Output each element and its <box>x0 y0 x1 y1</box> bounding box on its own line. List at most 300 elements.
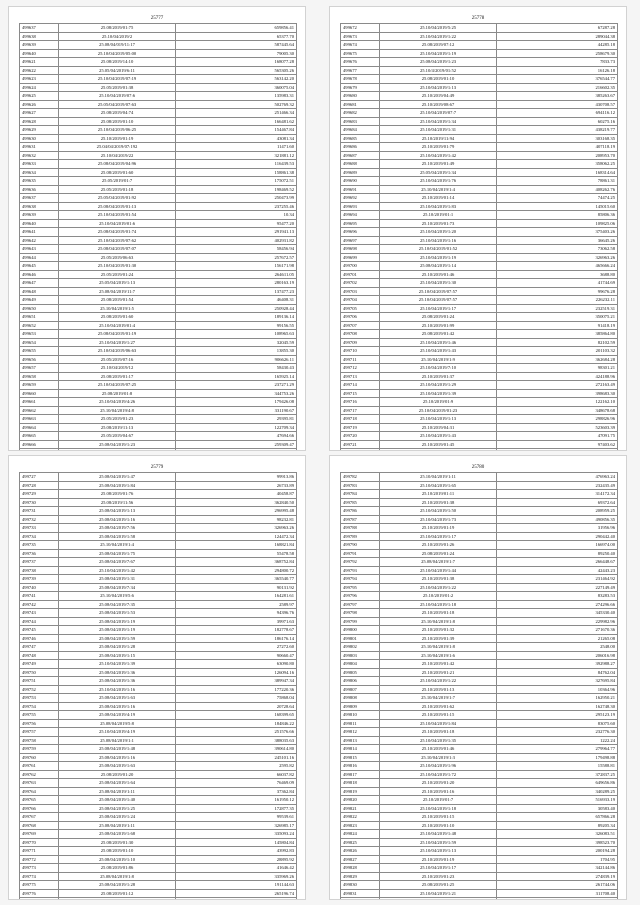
table-row <box>20 253 297 262</box>
record-id-cell: 499691 <box>341 185 380 194</box>
table-row <box>341 660 618 669</box>
amount-cell: 327695.84 <box>497 677 618 686</box>
amount-cell: 79005.30 <box>176 49 297 58</box>
timestamp-cell: 25.08/2019/01:24 <box>380 549 497 558</box>
amount-cell: 476963.24 <box>497 473 618 482</box>
table-row <box>341 626 618 635</box>
amount-cell: 10.34 <box>176 211 297 220</box>
record-id-cell: 499788 <box>341 524 380 533</box>
timestamp-cell: 25.05/2019/04:67 <box>59 432 176 441</box>
timestamp-cell: 25.10/04/2019/5:25 <box>380 24 497 33</box>
amount-cell: 145804.84 <box>176 838 297 847</box>
table-row <box>341 498 618 507</box>
record-id-cell: 499664 <box>20 423 59 432</box>
page-title: 25779 <box>150 465 164 470</box>
timestamp-cell: 25.10/04/2019/1:83 <box>380 202 497 211</box>
table-row <box>341 194 618 203</box>
timestamp-cell: 25.08/04/2019/1:16 <box>59 702 176 711</box>
amount-cell: 166481.62 <box>176 117 297 126</box>
table-row <box>20 566 297 575</box>
record-id-cell: 499823 <box>341 821 380 830</box>
timestamp-cell: 25.10/2019/04:49 <box>380 92 497 101</box>
table-row <box>341 372 618 381</box>
page-title: 25778 <box>471 16 485 21</box>
amount-cell: 1222.24 <box>497 736 618 745</box>
amount-cell: 32045.59 <box>176 338 297 347</box>
table-row <box>20 126 297 135</box>
timestamp-cell: 25.10/2019/01:7 <box>380 796 497 805</box>
timestamp-cell: 25.10/04/2019/01:4 <box>59 321 176 330</box>
amount-cell: 76469.09 <box>176 779 297 788</box>
record-id-cell: 499753 <box>20 694 59 703</box>
amount-cell: 55478.58 <box>176 549 297 558</box>
table-row <box>20 151 297 160</box>
timestamp-cell: 25.10/2019/01:19 <box>380 524 497 533</box>
amount-cell: 251466.34 <box>176 109 297 118</box>
timestamp-cell: 25.10/04/2019/1:4 <box>380 185 497 194</box>
record-id-cell: 499815 <box>341 753 380 762</box>
timestamp-cell: 25.08/04/2019/1:23 <box>59 440 176 449</box>
table-row <box>341 490 618 499</box>
record-id-cell: 499752 <box>20 685 59 694</box>
timestamp-cell: 25.08/04/2019/7:56 <box>59 524 176 533</box>
record-id-cell: 499772 <box>20 855 59 864</box>
timestamp-cell: 25.10/04/2019/01:6 <box>59 219 176 228</box>
record-id-cell: 499651 <box>20 313 59 322</box>
record-id-cell: 499826 <box>341 847 380 856</box>
timestamp-cell: 25.10/04/2019/1:17 <box>380 532 497 541</box>
timestamp-cell: 25.08/2019/11:13 <box>59 423 176 432</box>
amount-cell: 303168.35 <box>497 134 618 143</box>
record-id-cell: 499682 <box>341 109 380 118</box>
timestamp-cell: 25.08/04/2019/1:40 <box>59 796 176 805</box>
table-row <box>20 330 297 339</box>
record-id-cell: 499708 <box>341 330 380 339</box>
record-id-cell: 499638 <box>20 202 59 211</box>
amount-cell: 360075.04 <box>176 83 297 92</box>
record-id-cell: 499763 <box>20 779 59 788</box>
table-row <box>341 219 618 228</box>
amount-cell: 250473.99 <box>176 194 297 203</box>
timestamp-cell: 25.08/04/2019/1:47 <box>59 473 176 482</box>
record-id-cell: 499793 <box>341 566 380 575</box>
table-row <box>341 847 618 856</box>
timestamp-cell: 25.10/04/2019/1:30 <box>380 279 497 288</box>
amount-cell: 161950.12 <box>176 796 297 805</box>
table-row <box>341 389 618 398</box>
timestamp-cell: 25.10/04/2019/1:34 <box>380 117 497 126</box>
timestamp-cell: 25.08/04/2019/4:19 <box>59 711 176 720</box>
timestamp-cell: 25.10/04/2019/1:42 <box>380 151 497 160</box>
amount-cell: 271670.36 <box>497 626 618 635</box>
timestamp-cell <box>59 898 176 901</box>
timestamp-cell: 25.08/04/2019/01:74 <box>59 228 176 237</box>
amount-cell: 563142.20 <box>176 75 297 84</box>
record-id-cell: 499702 <box>341 279 380 288</box>
amount-cell: 430708.57 <box>497 100 618 109</box>
amount-cell: 124472.34 <box>176 532 297 541</box>
timestamp-cell: 25.10/04/2019/1:73 <box>380 515 497 524</box>
timestamp-cell: 25.10/04/2019/1:11 <box>380 473 497 482</box>
table-row <box>20 41 297 50</box>
timestamp-cell: 25.08/04/2019/5:8 <box>59 719 176 728</box>
timestamp-cell: 25.10/04/2019/1:19 <box>380 49 497 58</box>
record-id-cell: 499665 <box>20 432 59 441</box>
table-row <box>341 253 618 262</box>
timestamp-cell: 25.10/2019/01:46 <box>380 270 497 279</box>
document-page-1 <box>8 6 306 451</box>
timestamp-cell: 25.08/2019/01:25 <box>380 881 497 890</box>
record-id-cell: 499755 <box>20 711 59 720</box>
amount-cell: 99913.86 <box>176 473 297 482</box>
timestamp-cell: 25.08/04/2019/1:11 <box>59 821 176 830</box>
table-row <box>20 185 297 194</box>
record-id-cell: 499650 <box>20 304 59 313</box>
record-id-cell: 499687 <box>341 151 380 160</box>
amount-cell: 314172.34 <box>497 490 618 499</box>
record-id-cell: 499710 <box>341 347 380 356</box>
table-row <box>20 855 297 864</box>
amount-cell: 340289.25 <box>497 787 618 796</box>
table-row <box>341 583 618 592</box>
timestamp-cell: 25.08/2019/01:54 <box>59 296 176 305</box>
record-id-cell: 499699 <box>341 253 380 262</box>
amount-cell: 389947.34 <box>176 677 297 686</box>
table-row <box>20 473 297 482</box>
amount-cell: 135983.31 <box>176 92 297 101</box>
table-row <box>20 889 297 898</box>
table-row <box>20 626 297 635</box>
amount-cell: 168399.65 <box>176 711 297 720</box>
timestamp-cell: 25.10/04/2019/4:26 <box>59 398 176 407</box>
timestamp-cell: 25.10/04/2019/4:19 <box>59 728 176 737</box>
timestamp-cell: 25.10/2019/01:49 <box>380 160 497 169</box>
amount-cell: 84762.04 <box>497 668 618 677</box>
amount-cell: 98301.21 <box>497 364 618 373</box>
timestamp-cell: 25.08/04/2019/1:16 <box>59 753 176 762</box>
timestamp-cell: 25.05/04/2019/6:11 <box>59 66 176 75</box>
record-id-cell: 499746 <box>20 634 59 643</box>
document-page-2 <box>329 6 627 451</box>
timestamp-cell: 25.05/2019/06:63 <box>59 253 176 262</box>
amount-cell: 116439.53 <box>176 160 297 169</box>
amount-cell: 368752.84 <box>176 558 297 567</box>
amount-cell: 237255.46 <box>176 202 297 211</box>
timestamp-cell: 25.08/04/2019/1:28 <box>59 643 176 652</box>
timestamp-cell: 25.10/04/2019/1:44 <box>380 566 497 575</box>
table-row <box>341 651 618 660</box>
amount-cell: 311708.40 <box>497 889 618 898</box>
record-id-cell: 499640 <box>20 219 59 228</box>
amount-cell: 11471.60 <box>176 143 297 152</box>
amount-cell: 78861.31 <box>497 177 618 186</box>
timestamp-cell: 25.08/2019/01:10 <box>59 847 176 856</box>
timestamp-cell: 25.10/04/2019/1:29 <box>380 381 497 390</box>
table-row <box>20 498 297 507</box>
record-id-cell: 499728 <box>20 481 59 490</box>
amount-cell: 659856.41 <box>176 24 297 33</box>
timestamp-cell: 25.10/04/2019/07:6 <box>59 92 176 101</box>
amount-cell: 290442.40 <box>497 532 618 541</box>
amount-cell: 408262.76 <box>497 185 618 194</box>
record-id-cell: 499802 <box>341 643 380 652</box>
record-id-cell: 499831 <box>341 889 380 898</box>
amount-cell: 345330.40 <box>497 609 618 618</box>
amount-cell: 206016.98 <box>497 651 618 660</box>
record-id-cell: 499819 <box>341 787 380 796</box>
record-id-cell: 499757 <box>20 728 59 737</box>
amount-cell: 168077.28 <box>176 58 297 67</box>
table-row <box>20 75 297 84</box>
amount-cell: 20728.64 <box>176 702 297 711</box>
timestamp-cell: 25.10/2019/01:10 <box>380 821 497 830</box>
page-title: 25777 <box>150 16 164 21</box>
timestamp-cell: 25.10/2019/01:37 <box>380 372 497 381</box>
timestamp-cell: 25.10/04/2019/1:13 <box>380 847 497 856</box>
amount-cell <box>497 449 618 452</box>
table-row <box>20 389 297 398</box>
record-id-cell: 499751 <box>20 677 59 686</box>
record-id-cell: 499750 <box>20 668 59 677</box>
table-row <box>341 432 618 441</box>
amount-cell: 3688.80 <box>497 270 618 279</box>
record-id-cell: 499641 <box>20 228 59 237</box>
record-id-cell: 499694 <box>341 211 380 220</box>
table-row <box>341 855 618 864</box>
record-id-cell: 499637 <box>20 24 59 33</box>
timestamp-cell: 25.08/04/2019/07:07 <box>59 245 176 254</box>
record-id-cell: 499742 <box>20 600 59 609</box>
timestamp-cell: 25.08/2019/01:86 <box>59 864 176 873</box>
timestamp-cell: 25.08/2019/01:75 <box>59 24 176 33</box>
record-id-cell: 499786 <box>341 507 380 516</box>
timestamp-cell: 25.10/04/2019/1:5 <box>59 304 176 313</box>
table-row <box>341 685 618 694</box>
amount-cell: 251576.66 <box>176 728 297 737</box>
amount-cell: 99156.55 <box>176 321 297 330</box>
timestamp-cell: 25.08/2019/01:30 <box>59 838 176 847</box>
amount-cell: 694116.12 <box>497 109 618 118</box>
record-id-cell: 499808 <box>341 694 380 703</box>
record-id-cell: 499718 <box>341 415 380 424</box>
record-id-cell: 499663 <box>20 415 59 424</box>
amount-cell: 365540.77 <box>176 575 297 584</box>
amount-cell: 94396.76 <box>176 609 297 618</box>
table-row <box>20 160 297 169</box>
timestamp-cell: 25.10/04/2019/1:22 <box>380 677 497 686</box>
record-id-cell: 499792 <box>341 558 380 567</box>
record-id-cell: 499624 <box>20 83 59 92</box>
record-id-cell: 499684 <box>341 126 380 135</box>
table-row <box>20 728 297 737</box>
table-row <box>20 440 297 449</box>
record-id-cell: 499821 <box>341 804 380 813</box>
record-id-cell: 499721 <box>341 440 380 449</box>
amount-cell: 232435.49 <box>497 481 618 490</box>
table-row <box>341 83 618 92</box>
timestamp-cell: 25.10/04/2019/01:54 <box>59 211 176 220</box>
record-id-cell: 499807 <box>341 685 380 694</box>
amount-cell: 43992.83 <box>176 847 297 856</box>
table-row <box>20 838 297 847</box>
amount-cell: 245101.16 <box>176 753 297 762</box>
timestamp-cell: 25.10/2019/01:79 <box>380 143 497 152</box>
timestamp-cell: 25.10/04/2019/1:13 <box>380 415 497 424</box>
amount-cell: 162950.21 <box>497 694 618 703</box>
record-id-cell: 499782 <box>341 473 380 482</box>
table-row <box>341 898 618 901</box>
table-row <box>341 881 618 890</box>
record-id-cell: 499626 <box>20 100 59 109</box>
amount-cell: 154467.84 <box>176 126 297 135</box>
table-row <box>341 92 618 101</box>
record-id-cell: 499648 <box>20 287 59 296</box>
amount-cell: 298826.96 <box>497 415 618 424</box>
timestamp-cell: 25.10/04/2019/12 <box>59 364 176 373</box>
amount-cell: 198469.52 <box>176 185 297 194</box>
record-id-cell: 499809 <box>341 702 380 711</box>
timestamp-cell: 25.05/2019/07:16 <box>59 355 176 364</box>
record-id-cell: 499635 <box>20 177 59 186</box>
record-id-cell: 499629 <box>20 126 59 135</box>
table-row <box>341 507 618 516</box>
table-row <box>20 575 297 584</box>
amount-cell: 98232.81 <box>176 515 297 524</box>
record-id-cell: 499806 <box>341 677 380 686</box>
timestamp-cell: 25.08/04/2019/1:68 <box>59 830 176 839</box>
timestamp-cell: 25.08/2019/01:10 <box>380 75 497 84</box>
timestamp-cell: 25.05/2019/01:23 <box>59 415 176 424</box>
table-row <box>20 694 297 703</box>
table-row <box>20 228 297 237</box>
timestamp-cell: 25.05/2019/01:7 <box>59 177 176 186</box>
record-id-cell: 499820 <box>341 796 380 805</box>
record-id-cell: 499652 <box>20 321 59 330</box>
record-id-cell: 499736 <box>20 549 59 558</box>
timestamp-cell: 25.10/2019/01:23 <box>380 872 497 881</box>
record-id-cell: 499639 <box>20 41 59 50</box>
record-id-cell: 499738 <box>20 566 59 575</box>
record-id-cell: 499765 <box>20 796 59 805</box>
amount-cell: 97403.62 <box>497 440 618 449</box>
timestamp-cell: 25.08/2019/01:24 <box>380 313 497 322</box>
table-row <box>20 415 297 424</box>
amount-cell: 2548.00 <box>497 643 618 652</box>
record-id-cell: 499631 <box>20 143 59 152</box>
amount-cell: 326963.26 <box>176 524 297 533</box>
table-row <box>20 168 297 177</box>
timestamp-cell: 25.08/04/2019/1:75 <box>59 549 176 558</box>
timestamp-cell: 25.08/04/2019/1:48 <box>59 745 176 754</box>
table-row <box>20 381 297 390</box>
timestamp-cell: 25.10/04/2019/1:46 <box>380 338 497 347</box>
table-row <box>341 41 618 50</box>
amount-cell: 168314.64 <box>497 168 618 177</box>
timestamp-cell: 25.08/04/2019/1:36 <box>59 677 176 686</box>
timestamp-cell: 25.08/2019/01:60 <box>59 168 176 177</box>
record-id-cell: 499655 <box>20 347 59 356</box>
record-id-cell: 499762 <box>20 770 59 779</box>
timestamp-cell: 25.10/04/2019/1:16 <box>380 236 497 245</box>
table-row <box>341 211 618 220</box>
record-id-cell: 499825 <box>341 838 380 847</box>
table-row <box>20 236 297 245</box>
table-row <box>341 270 618 279</box>
amount-cell: 137477.23 <box>176 287 297 296</box>
amount-cell: 66037.82 <box>176 770 297 779</box>
record-id-cell: 499680 <box>341 92 380 101</box>
timestamp-cell: 25.10/04/2019/06:25 <box>59 126 176 135</box>
record-id-cell: 499824 <box>341 830 380 839</box>
amount-cell: 28895.92 <box>176 855 297 864</box>
amount-cell: 73062.58 <box>497 245 618 254</box>
table-row <box>341 515 618 524</box>
table-row <box>20 24 297 33</box>
record-id-cell: 499634 <box>20 168 59 177</box>
amount-cell: 326963.26 <box>497 253 618 262</box>
table-row <box>341 296 618 305</box>
amount-cell: 10364.96 <box>497 685 618 694</box>
amount-cell: 145015.60 <box>497 202 618 211</box>
timestamp-cell: 25.10/2019/01:13 <box>380 685 497 694</box>
timestamp-cell: 25.10/04/2019/1:35 <box>380 736 497 745</box>
table-row <box>341 364 618 373</box>
record-id-cell: 499770 <box>20 838 59 847</box>
table-row <box>20 100 297 109</box>
record-id-cell: 499727 <box>20 473 59 482</box>
table-row <box>20 881 297 890</box>
timestamp-cell: 25.10/04/2019/1:8 <box>380 643 497 652</box>
amount-cell: 99539.61 <box>176 813 297 822</box>
timestamp-cell: 25.10/04/2019/1:19 <box>380 253 497 262</box>
record-id-cell: 499830 <box>341 881 380 890</box>
table-row <box>341 600 618 609</box>
record-id-cell: 499796 <box>341 592 380 601</box>
timestamp-cell: 25.05/2019/01:38 <box>59 83 176 92</box>
amount-cell: 348678.68 <box>497 406 618 415</box>
timestamp-cell: 25.10/04/2019/1:22 <box>380 32 497 41</box>
record-id-cell: 499794 <box>341 575 380 584</box>
amount-cell: 89250.40 <box>497 549 618 558</box>
table-row <box>20 355 297 364</box>
timestamp-cell: 25.08/04/2019/1:10 <box>59 855 176 864</box>
table-row <box>341 304 618 313</box>
record-id-cell: 499816 <box>341 762 380 771</box>
record-id-cell: 499811 <box>341 719 380 728</box>
amount-cell: 272163.49 <box>497 381 618 390</box>
table-row <box>20 287 297 296</box>
table-row <box>341 109 618 118</box>
record-id-cell: 499744 <box>20 617 59 626</box>
record-id-cell: 499795 <box>341 583 380 592</box>
table-row <box>341 406 618 415</box>
amount-cell: 75868.04 <box>176 694 297 703</box>
timestamp-cell: 25.10/2019/01:1 <box>380 211 497 220</box>
table-row <box>341 787 618 796</box>
table-row <box>341 32 618 41</box>
amount-cell: 649656.86 <box>497 779 618 788</box>
record-id-cell: 499639 <box>20 211 59 220</box>
amount-cell: 296995.48 <box>176 507 297 516</box>
amount-cell <box>176 449 297 452</box>
timestamp-cell <box>380 449 497 452</box>
amount-cell: 258679.30 <box>497 49 618 58</box>
timestamp-cell: 25.10/2019/01:19 <box>59 134 176 143</box>
table-row <box>341 415 618 424</box>
record-id-cell: 499743 <box>20 609 59 618</box>
timestamp-cell: 25.10/04/2019/1:65 <box>380 481 497 490</box>
record-id-cell: 499731 <box>20 507 59 516</box>
